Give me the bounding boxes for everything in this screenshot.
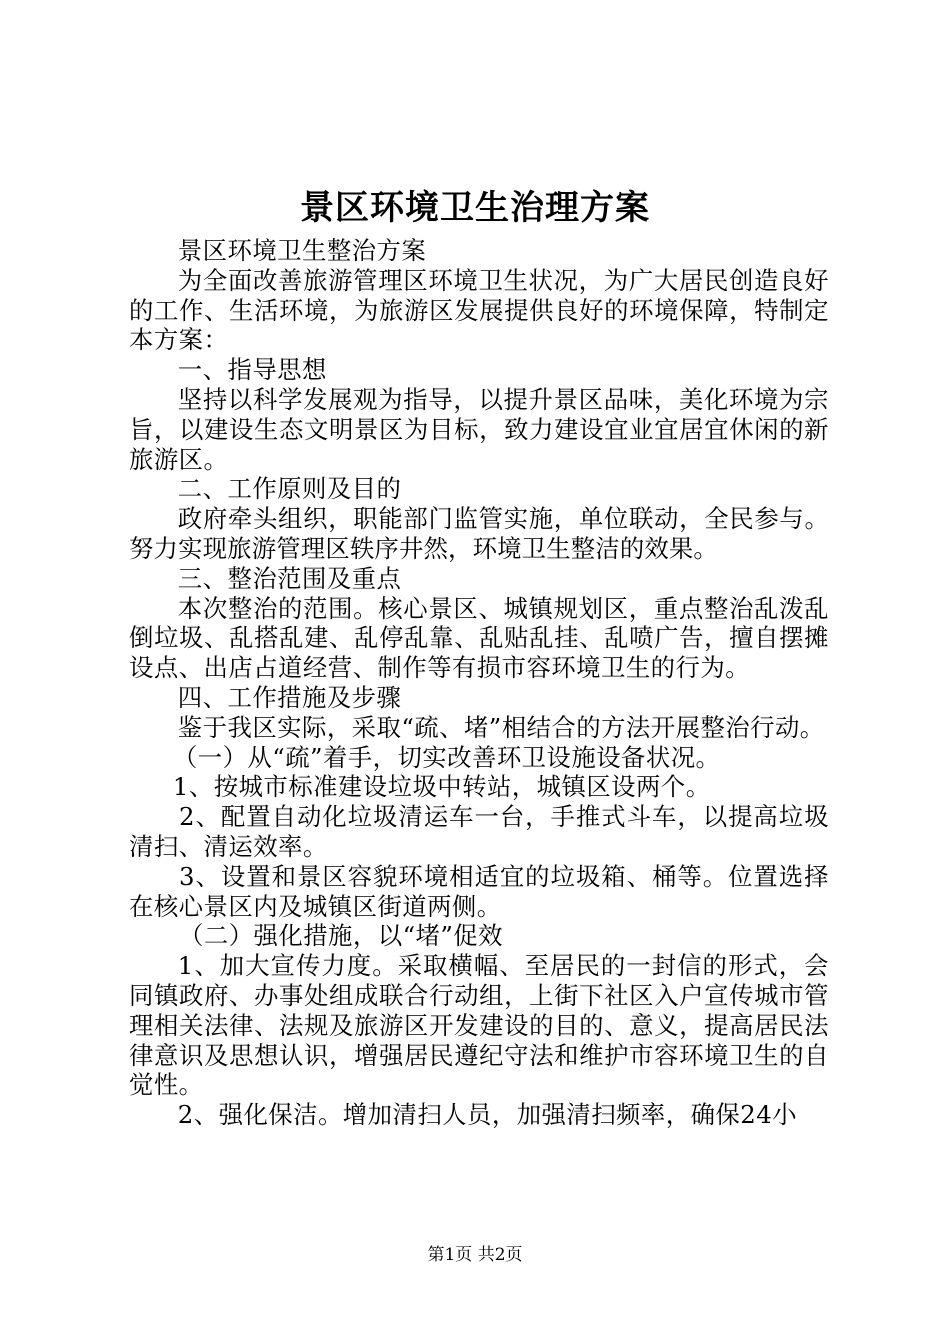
section-heading-3: 三、整治范围及重点 — [177, 563, 402, 593]
section-heading-4: 四、工作措施及步骤 — [177, 682, 402, 712]
section-heading-2: 二、工作原则及目的 — [177, 474, 402, 504]
page-footer: 第1页 共2页 — [427, 1245, 523, 1265]
document-title: 景区环境卫生治理方案 — [300, 188, 650, 228]
measure-item-2: 2、配置自动化垃圾清运车一台，手推式斗车，以提高垃圾清扫、清运效率。 — [129, 802, 829, 861]
intro-paragraph: 为全面改善旅游管理区环境卫生状况，为广大居民创造良好的工作、生活环境，为旅游区发展提供良好的环境保障，特制定本方案： — [129, 265, 829, 355]
measure-item-3: 3、设置和景区容貌环境相适宜的垃圾箱、桶等。位置选择在核心景区内及城镇区街道两侧。 — [129, 861, 829, 921]
guiding-thought-paragraph: 坚持以科学发展观为指导，以提升景区品味，美化环境为宗旨，以建设生态文明景区为目标，致力建设宜业宜居宜休闲的新旅游区。 — [129, 384, 829, 474]
document-body — [129, 236, 829, 1130]
subsection-heading-2: （二）强化措施，以“堵”促效 — [179, 921, 503, 951]
measures-intro-paragraph: 鉴于我区实际，采取“疏、堵”相结合的方法开展整治行动。 — [177, 712, 825, 742]
measure-item-1: 1、按城市标准建设垃圾中转站，城镇区设两个。 — [172, 772, 711, 802]
principles-paragraph: 政府牵头组织，职能部门监管实施，单位联动，全民参与。努力实现旅游管理区轶序井然，环境卫生整洁的效果。 — [129, 504, 829, 563]
enforcement-item-2: 2、强化保洁。增加清扫人员，加强清扫频率，确保24小 — [177, 1100, 798, 1130]
subtitle-paragraph: 景区环境卫生整治方案 — [177, 236, 427, 265]
enforcement-item-1: 1、加大宣传力度。采取横幅、至居民的一封信的形式，会同镇政府、办事处组成联合行动组，上街下社区入户宣传城市管理相关法律、法规及旅游区开发建设的目的、意义，提高居民法律意识及思想认识，增强居民遵纪守法和维护市容环境卫生的自觉性。 — [129, 951, 829, 1100]
section-heading-1: 一、指导思想 — [177, 355, 327, 385]
subsection-heading-1: （一）从“疏”着手，切实改善环卫设施设备状况。 — [172, 742, 721, 772]
scope-paragraph: 本次整治的范围。核心景区、城镇规划区，重点整治乱泼乱倒垃圾、乱搭乱建、乱停乱靠、乱贴乱挂、乱喷广告，擅自摆摊设点、出店占道经营、制作等有损市容环境卫生的行为。 — [129, 593, 829, 683]
